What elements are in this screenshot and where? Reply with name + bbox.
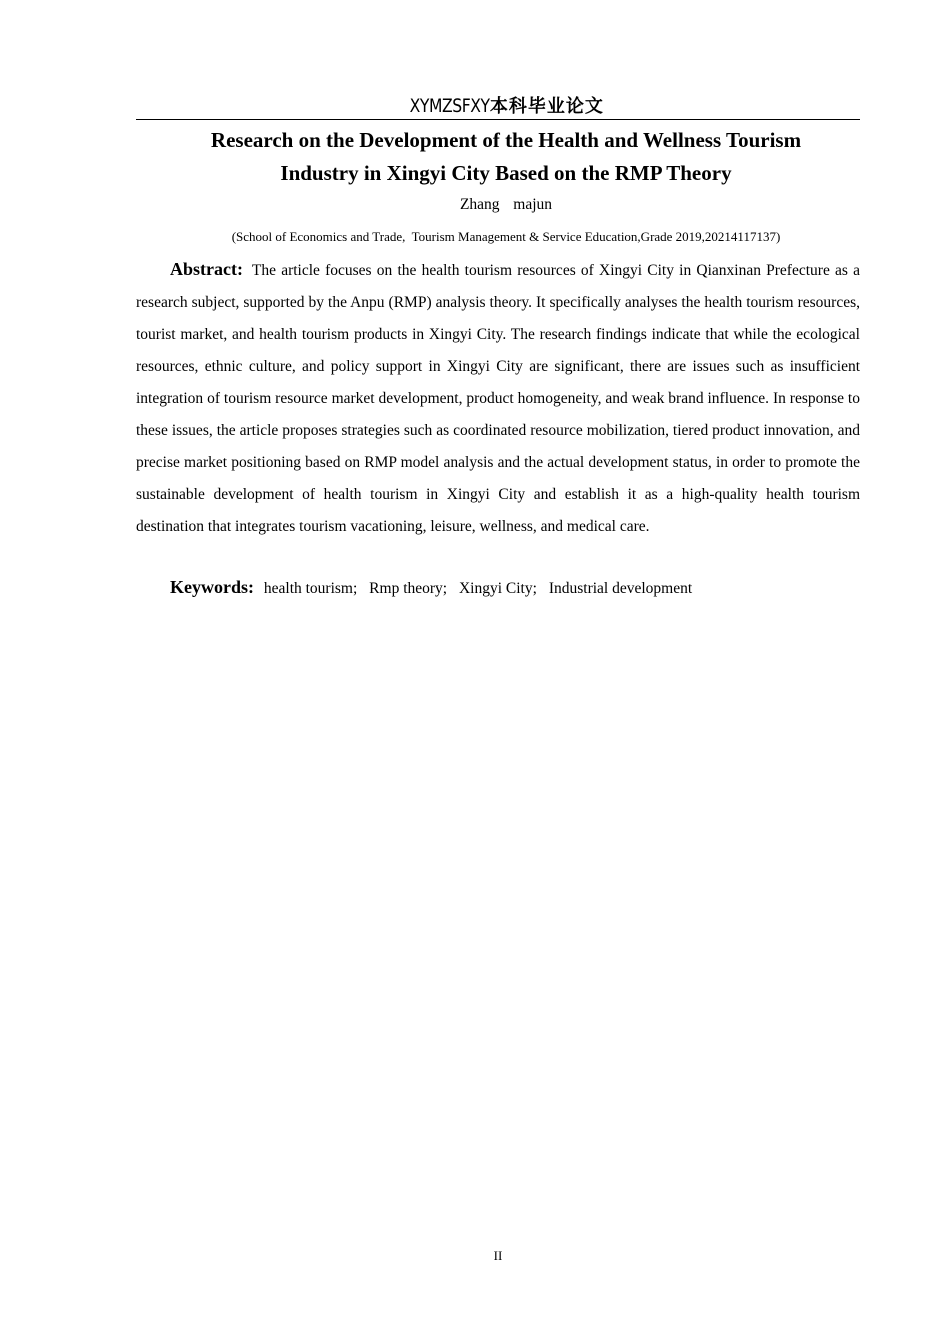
keyword-item: Rmp theory; — [369, 580, 448, 597]
keyword-item: health tourism; — [263, 580, 358, 597]
keywords — [136, 572, 860, 604]
keyword-item: Industrial development — [548, 580, 693, 597]
author-affiliation: (School of Economics and Trade, Tourism Management & Service Education,Grade 2019,20214117137) — [231, 229, 781, 244]
keyword-item: Xingyi City; — [458, 580, 537, 597]
author-name: Zhang majun — [459, 196, 553, 213]
page-header — [136, 94, 860, 120]
keywords-label: Keywords: — [170, 577, 254, 597]
paper-title-line-1: Research on the Development of the Health and Wellness Tourism — [210, 128, 802, 152]
abstract-text: The article focuses on the health tourism resources of Xingyi City in Qianxinan Prefecture as a research subject, supported by the Anpu (RMP) analysis theory. It specifically analyses the health tourism resources, tourist market, and health tourism products in Xingyi City. The research findings indicate that while the ecological resources, ethnic culture, and policy support in Xingyi City are significant, there are issues such as insufficient integration of tourism resource market development, product homogeneity, and weak brand influence. In response to these issues, the article proposes strategies such as coordinated resource mobilization, tiered product innovation, and precise market positioning based on RMP model analysis and the actual development status, in order to promote the sustainable development of health tourism in Xingyi City and establish it as a high-quality health tourism destination that integrates tourism vacationing, leisure, wellness, and medical care. — [136, 262, 860, 535]
paper-title — [136, 124, 876, 190]
abstract-label: Abstract: — [170, 259, 243, 279]
abstract — [136, 253, 860, 543]
header-code: XYMZSFXY — [409, 95, 490, 117]
page-number: II — [493, 1248, 503, 1263]
paper-title-line-2: Industry in Xingyi City Based on the RMP Theory — [280, 161, 732, 185]
header-chinese-label: 本科毕业论文 — [489, 96, 604, 117]
